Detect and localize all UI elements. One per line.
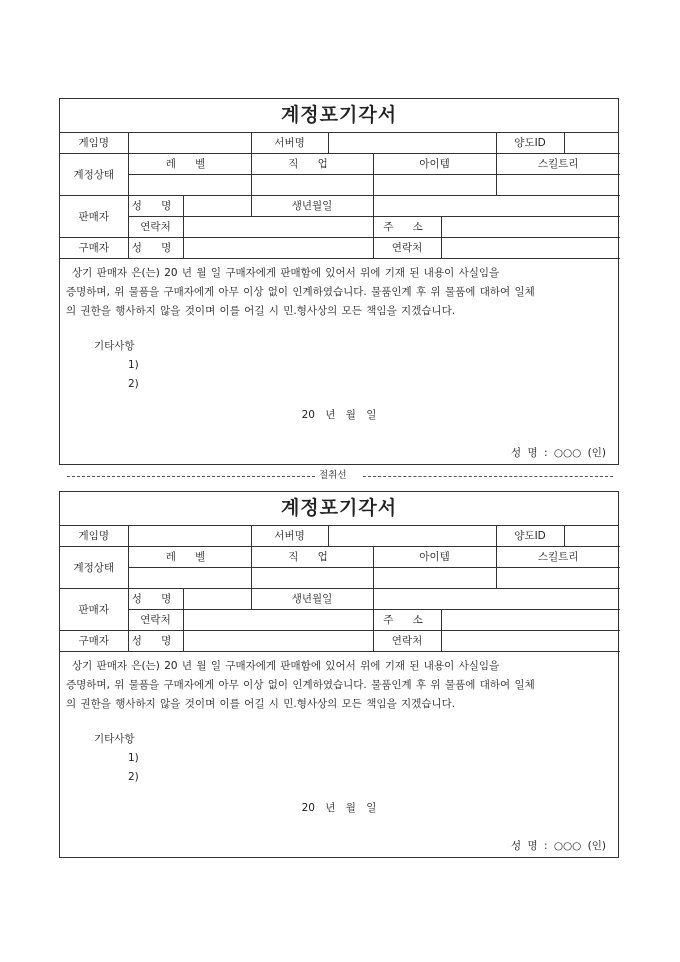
job-value[interactable] [251, 175, 373, 196]
statement-body [60, 652, 618, 858]
info-table [60, 526, 620, 652]
skill-tree-header: 스킬트리 [496, 547, 620, 568]
job-header: 직 업 [251, 154, 373, 175]
transfer-id-value[interactable] [564, 133, 620, 154]
seller-address-value[interactable] [441, 610, 620, 631]
server-name-label: 서버명 [251, 133, 328, 154]
birth-date-label: 생년월일 [251, 589, 373, 610]
birth-date-label: 생년월일 [251, 196, 373, 217]
seller-contact-value[interactable] [183, 610, 373, 631]
seller-name-value[interactable] [183, 589, 251, 610]
buyer-contact-value[interactable] [441, 238, 620, 259]
seller-address-label: 주 소 [373, 610, 441, 631]
job-header: 직 업 [251, 547, 373, 568]
account-status-label: 계정상태 [60, 547, 128, 589]
statement-line-3: 의 권한을 행사하지 않을 것이며 이를 어길 시 민.형사상의 모든 책임을 지겠습니다. [66, 305, 456, 317]
game-name-value[interactable] [128, 133, 251, 154]
statement-line-1: 상기 판매자 은(는) 20 년 월 일 구매자에게 판매함에 있어서 위에 기재 된 내용이 사실임을 [72, 267, 500, 279]
buyer-contact-value[interactable] [441, 631, 620, 652]
item-header: 아이템 [373, 547, 496, 568]
seller-name-label: 성 명 [128, 196, 183, 217]
seller-name-label: 성 명 [128, 589, 183, 610]
form-title: 계정포기각서 [60, 99, 618, 133]
level-header: 레 벨 [128, 154, 251, 175]
remarks-item-1[interactable]: 1) [128, 359, 139, 371]
remarks-item-1[interactable]: 1) [128, 752, 139, 764]
seller-contact-label: 연락처 [128, 610, 183, 631]
server-name-value[interactable] [328, 526, 496, 547]
cut-line-dash-left [67, 476, 315, 477]
level-value[interactable] [128, 568, 251, 589]
level-header: 레 벨 [128, 547, 251, 568]
remarks-section [94, 730, 139, 787]
seller-label: 판매자 [60, 589, 128, 631]
waiver-form-2 [59, 491, 619, 858]
skill-tree-value[interactable] [496, 175, 620, 196]
cut-line-dash-right [363, 476, 613, 477]
game-name-label: 게임명 [60, 133, 128, 154]
remarks-item-2[interactable]: 2) [128, 378, 139, 390]
transfer-id-value[interactable] [564, 526, 620, 547]
statement-body [60, 259, 618, 465]
statement-line-3: 의 권한을 행사하지 않을 것이며 이를 어길 시 민.형사상의 모든 책임을 지겠습니다. [66, 698, 456, 710]
account-status-label: 계정상태 [60, 154, 128, 196]
item-value[interactable] [373, 175, 496, 196]
seller-address-label: 주 소 [373, 217, 441, 238]
date-line: 20 년 월 일 [301, 802, 377, 814]
skill-tree-header: 스킬트리 [496, 154, 620, 175]
buyer-name-value[interactable] [183, 631, 373, 652]
waiver-form-1 [59, 98, 619, 465]
seller-contact-value[interactable] [183, 217, 373, 238]
game-name-label: 게임명 [60, 526, 128, 547]
buyer-label: 구매자 [60, 631, 128, 652]
statement-paragraph [66, 657, 610, 714]
seller-address-value[interactable] [441, 217, 620, 238]
buyer-name-value[interactable] [183, 238, 373, 259]
buyer-name-label: 성 명 [128, 631, 183, 652]
info-table [60, 133, 620, 259]
signature-line: 성 명 : ○○○ (인) [511, 447, 606, 459]
remarks-label: 기타사항 [94, 340, 135, 352]
birth-date-value[interactable] [373, 196, 620, 217]
buyer-name-label: 성 명 [128, 238, 183, 259]
transfer-id-label: 양도ID [496, 133, 564, 154]
buyer-contact-label: 연락처 [373, 631, 441, 652]
server-name-label: 서버명 [251, 526, 328, 547]
signature-line: 성 명 : ○○○ (인) [511, 840, 606, 852]
birth-date-value[interactable] [373, 589, 620, 610]
seller-contact-label: 연락처 [128, 217, 183, 238]
remarks-section [94, 337, 139, 394]
transfer-id-label: 양도ID [496, 526, 564, 547]
buyer-contact-label: 연락처 [373, 238, 441, 259]
skill-tree-value[interactable] [496, 568, 620, 589]
buyer-label: 구매자 [60, 238, 128, 259]
statement-line-2: 증명하며, 위 물품을 구매자에게 아무 이상 없이 인계하였습니다. 물품인계 후 위 물품에 대하여 일체 [66, 679, 535, 691]
remarks-item-2[interactable]: 2) [128, 771, 139, 783]
statement-paragraph [66, 264, 610, 321]
item-value[interactable] [373, 568, 496, 589]
form-title: 계정포기각서 [60, 492, 618, 526]
seller-name-value[interactable] [183, 196, 251, 217]
item-header: 아이템 [373, 154, 496, 175]
cut-line [67, 469, 613, 483]
statement-line-1: 상기 판매자 은(는) 20 년 월 일 구매자에게 판매함에 있어서 위에 기재 된 내용이 사실임을 [72, 660, 500, 672]
date-line: 20 년 월 일 [301, 409, 377, 421]
remarks-label: 기타사항 [94, 733, 135, 745]
cut-line-label: 절취선 [319, 470, 347, 481]
level-value[interactable] [128, 175, 251, 196]
server-name-value[interactable] [328, 133, 496, 154]
statement-line-2: 증명하며, 위 물품을 구매자에게 아무 이상 없이 인계하였습니다. 물품인계 후 위 물품에 대하여 일체 [66, 286, 535, 298]
seller-label: 판매자 [60, 196, 128, 238]
game-name-value[interactable] [128, 526, 251, 547]
job-value[interactable] [251, 568, 373, 589]
